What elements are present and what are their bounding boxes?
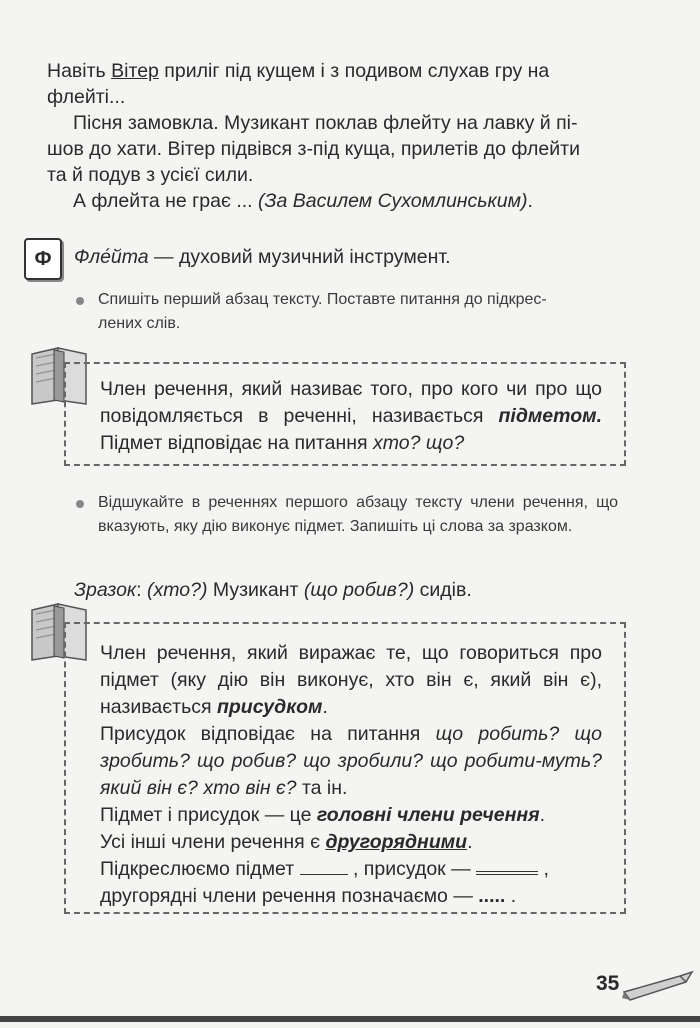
underlined-word-viter: Вітер [111,60,159,82]
rule-box-subject [64,362,626,466]
task-1: Спишіть перший абзац тексту. Поставте питання до підкрес- лених слів. [98,291,547,332]
intro-line-1: Навіть Вітер приліг під кущем і з подивом слухав гру на [47,60,550,82]
term-main-members: головні члени речення [316,804,540,826]
glossary-definition: — духовий музичний інструмент. [148,246,451,268]
glossary-term: Фле́йта [74,246,149,268]
citation: (За Василем Сухомлинським) [258,190,528,212]
bullet-icon [76,500,84,508]
single-underline-mark [300,874,348,875]
intro-para-2-line-3: та й подув з усієї сили. [47,164,254,186]
rule-main-members: Підмет і присудок — це головні члени речення. [100,804,546,826]
dotted-mark: ..... [478,885,506,907]
task-2: Відшукайте в реченнях першого абзацу тексту члени речення, що вказують, яку дію виконує підмет. Запишіть ці слова за зразком. [98,494,618,535]
rule-predicate-questions: Присудок відповідає на питання що робить? що зробить? що робив? що зробили? що робити-муть? який він є? хто він є? та ін. [100,723,602,799]
term-subject: підметом. [498,405,602,427]
glossary-badge-icon: Ф [24,238,62,280]
glossary-entry [74,246,451,269]
rule-box-predicate [64,622,626,914]
sample-line: Зразок: (хто?) Музикант (що робив?) сидів. [74,579,472,601]
intro-para-2-line-1: Пісня замовкла. Музикант поклав флейту на лавку й пі- [73,112,578,134]
rule-predicate-definition: Член речення, який виражає те, що говориться про підмет (яку дію він виконує, хто він є, який він є), називається присудком. [100,642,602,718]
rule-secondary-members: Усі інші члени речення є другорядними. [100,831,473,853]
bottom-bar [0,1016,700,1022]
rule-subject-text: Член речення, який називає того, про кого чи про що повідомляється в реченні, називається підметом. Підмет відповідає на питання хто? що? [100,378,602,454]
rule-underline-line: Підкреслюємо підмет , присудок — , [100,858,549,880]
rule-dotted-line: другорядні члени речення позначаємо — ..... . [100,885,517,907]
intro-para-2-line-2: шов до хати. Вітер підвівся з-під куща, прилетів до флейти [47,138,580,160]
intro-text [47,58,630,214]
double-underline-mark [476,871,538,875]
page-number: 35 [596,972,620,995]
pencil-icon [620,968,696,1004]
bullet-icon [76,297,84,305]
intro-line-2: флейті... [47,86,126,108]
rule-predicate-text [100,640,602,910]
term-predicate: присудком [216,696,323,718]
sample-label: Зразок [74,579,137,601]
term-secondary: другорядними [325,831,468,853]
intro-para-3: А флейта не грає ... (За Василем Сухомлинським). [73,190,533,212]
